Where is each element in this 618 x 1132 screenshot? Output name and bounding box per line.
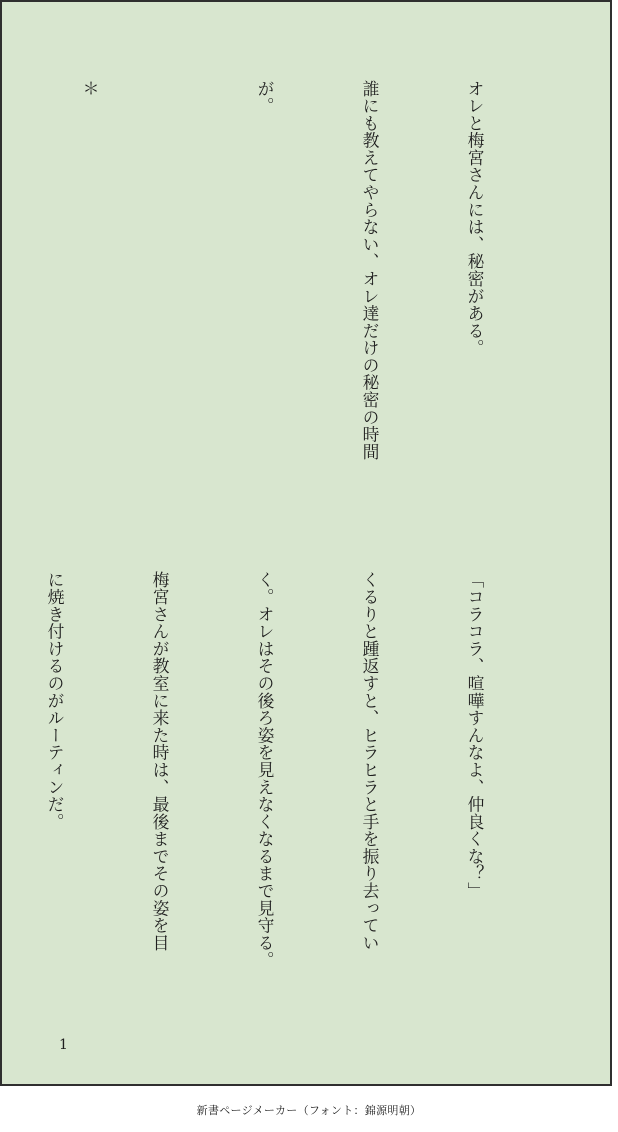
text-line: くるりと踵返すと、ヒラヒラと手を振り去ってい — [360, 571, 380, 952]
text-block-top — [0, 80, 562, 530]
footer-credit: 新書ページメーカー（フォント：錦源明朝） — [196, 1104, 422, 1117]
text-line: 「コラコラ、喧嘩すんなよ、仲良くな？」 — [465, 571, 485, 900]
text-block-bottom — [0, 571, 562, 1021]
text-line: く。オレはその後ろ姿を見えなくなるまで見守る。 — [255, 571, 275, 969]
scene-break-mark: ＊ — [80, 80, 100, 98]
text-line: 梅宮さんが教室に来た時は、最後までその姿を目 — [150, 571, 170, 952]
text-line: オレと梅宮さんには、秘密がある。 — [465, 80, 485, 357]
page-number: 1 — [59, 1037, 68, 1053]
text-line: 誰にも教えてやらない、オレ達だけの秘密の時間 — [360, 80, 380, 461]
text-line: に焼き付けるのがルーティンだ。 — [45, 571, 65, 831]
text-line: が。 — [255, 80, 275, 115]
